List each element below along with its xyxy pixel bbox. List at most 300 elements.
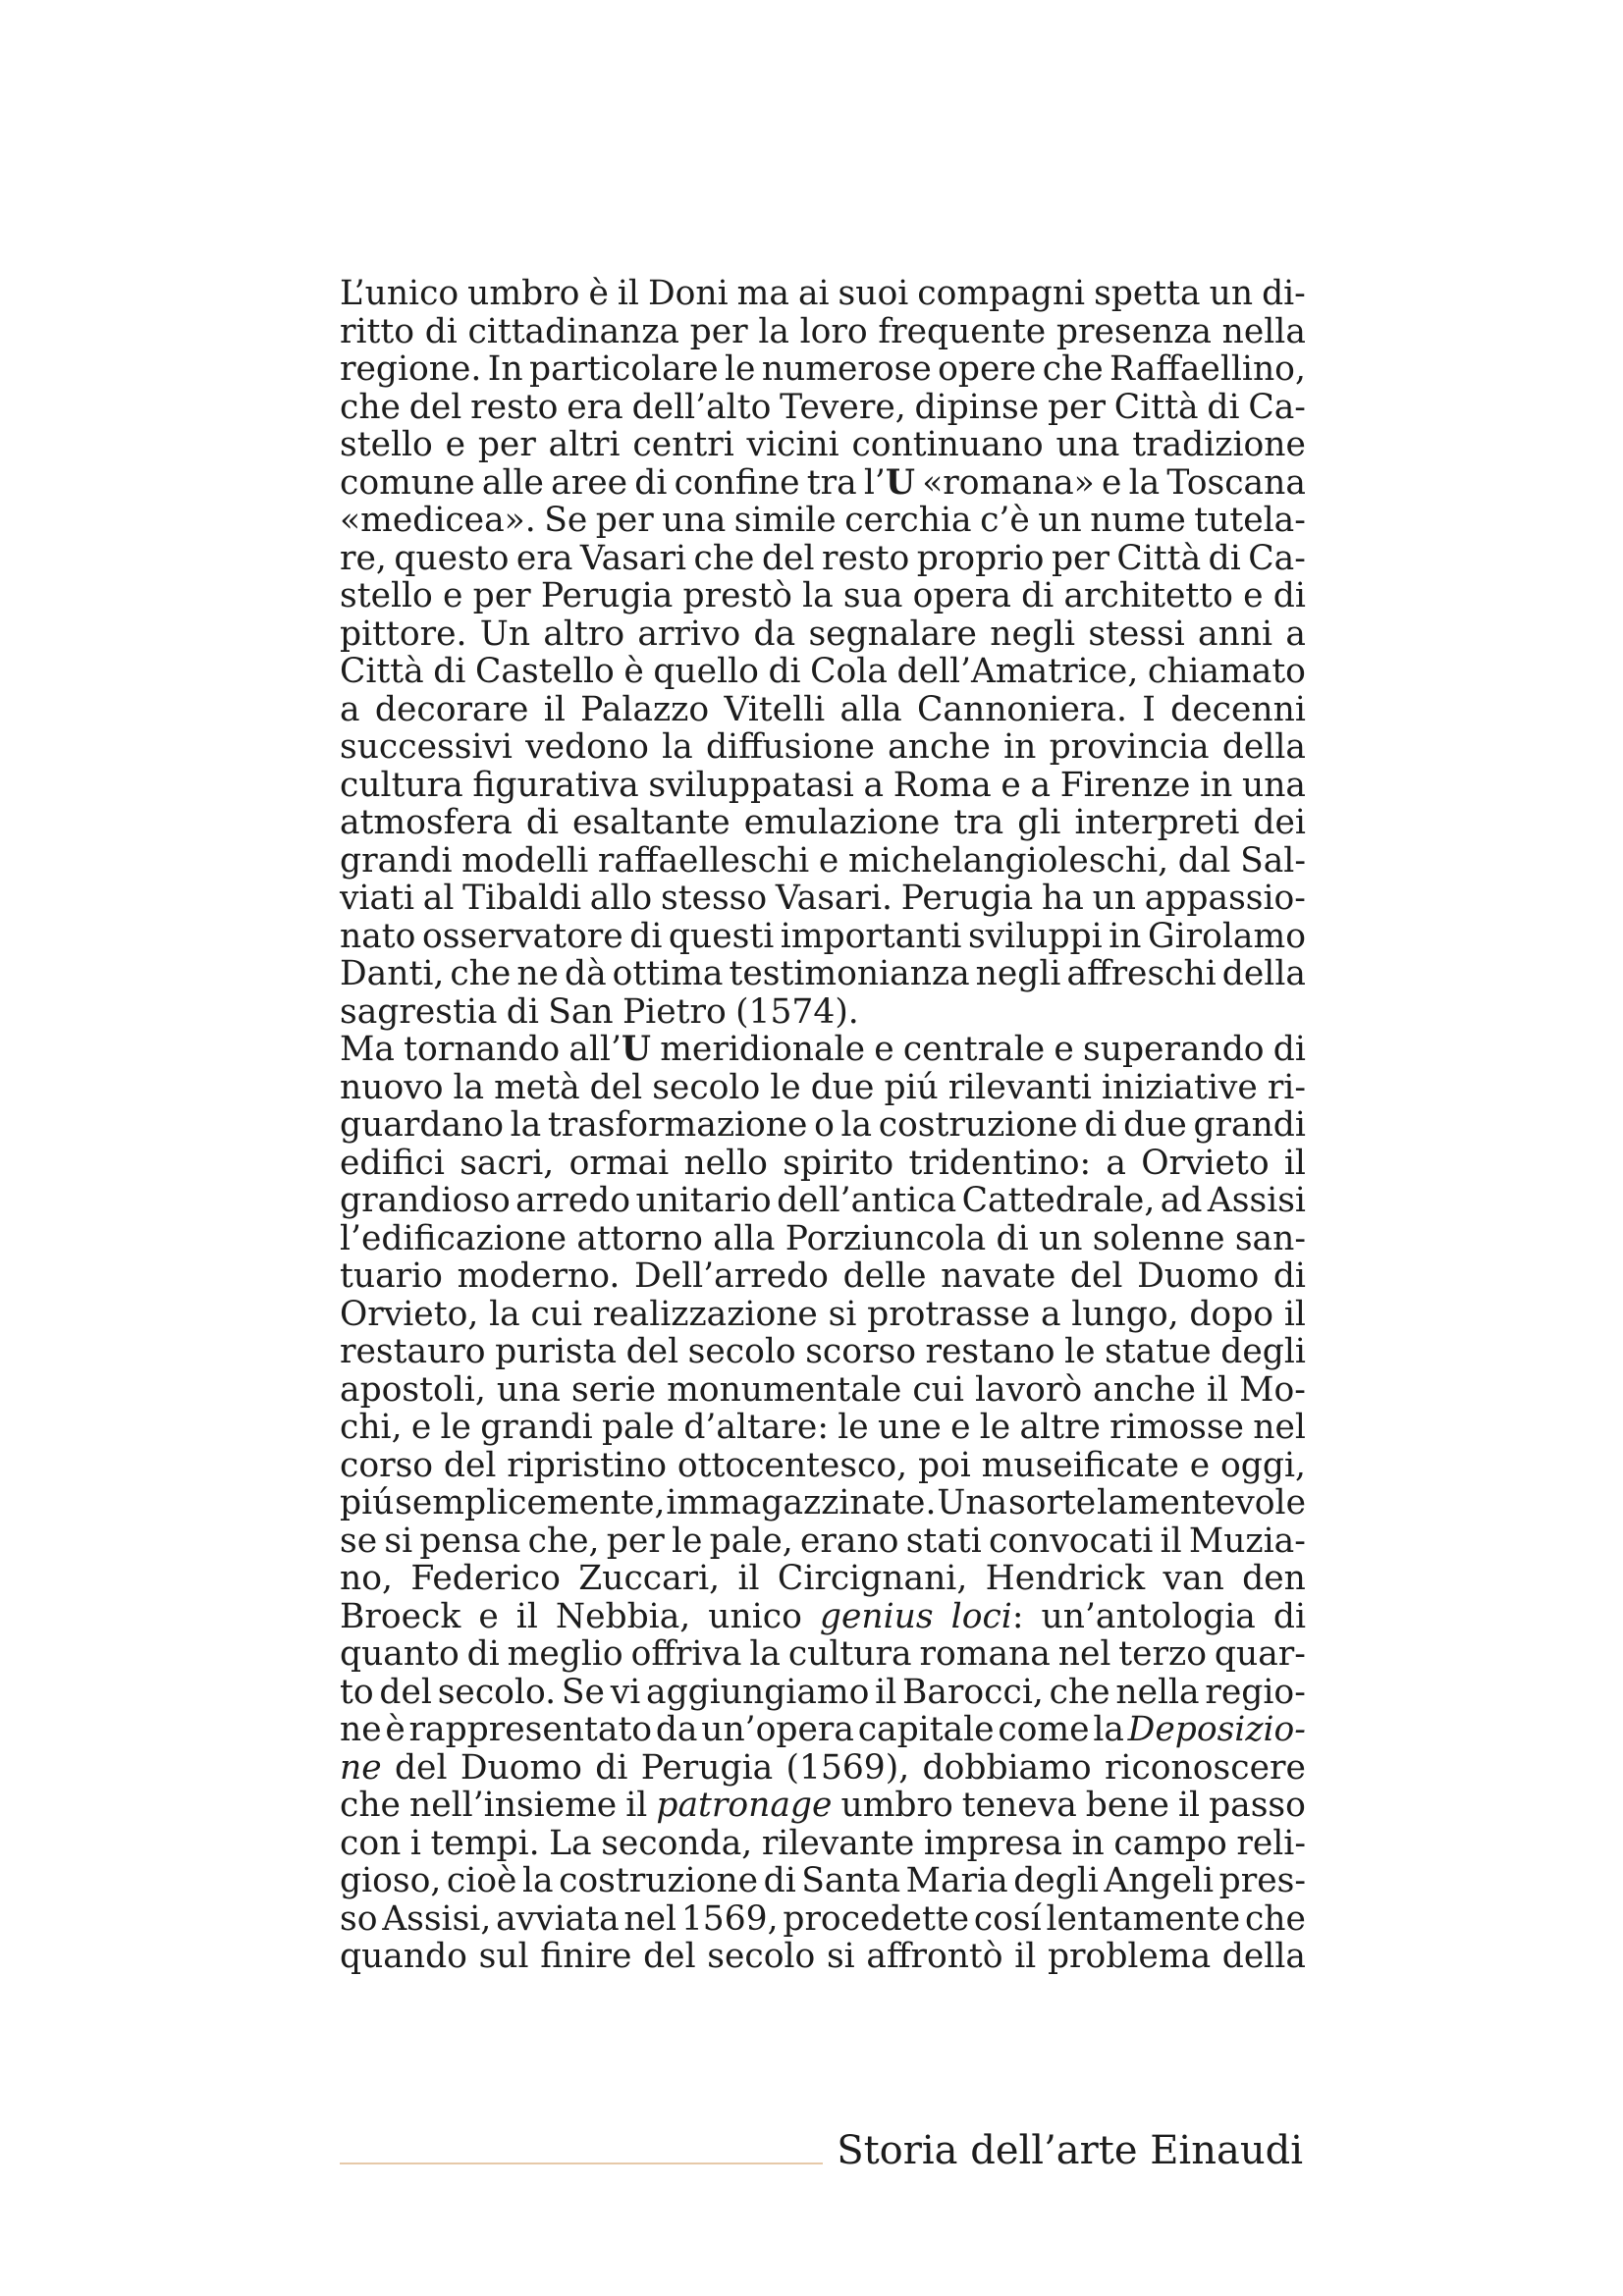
word: Muzia- — [1188, 1521, 1306, 1561]
word: umbro — [467, 274, 580, 313]
word: Pietro — [622, 991, 727, 1032]
word: figurativa — [472, 765, 639, 805]
word: romana — [919, 1634, 1051, 1674]
word: ottocentesco, — [676, 1445, 908, 1485]
word: tutela- — [1194, 501, 1306, 540]
text-line — [340, 1182, 1306, 1219]
word: lentamente — [1046, 1898, 1241, 1939]
word: Maria — [905, 1861, 1008, 1900]
word: ripristino — [507, 1445, 667, 1485]
word: Una — [937, 1483, 1008, 1522]
word: del — [1069, 1256, 1123, 1296]
word: prestò — [682, 576, 792, 615]
word: la — [1128, 462, 1161, 503]
word: scorso — [805, 1332, 916, 1371]
word: nello — [683, 1143, 768, 1183]
word: le — [838, 1408, 869, 1447]
text-line — [340, 1447, 1306, 1484]
word: per — [477, 425, 536, 464]
word: van — [1163, 1559, 1224, 1598]
word: Santa — [801, 1861, 901, 1900]
word: attorno — [576, 1218, 703, 1258]
word: che — [450, 954, 512, 993]
word: se — [340, 1521, 378, 1561]
word: a — [1030, 765, 1052, 805]
word: rilevanti — [947, 1067, 1092, 1107]
word: esaltante — [572, 803, 730, 842]
word: alla — [839, 689, 902, 729]
word: la — [510, 1105, 542, 1145]
word: un — [1038, 1218, 1083, 1258]
word: rappresentato — [408, 1710, 653, 1749]
word: in — [1109, 916, 1142, 956]
word: del — [589, 1067, 643, 1107]
word: il — [515, 1596, 538, 1636]
word: sua — [842, 576, 903, 615]
word: Perugia — [900, 879, 1034, 918]
word: Angeli — [1104, 1861, 1215, 1900]
word: monumentale — [667, 1369, 902, 1410]
word: chiamato — [1147, 652, 1306, 691]
word: Città — [1116, 538, 1202, 578]
word: si — [826, 1937, 855, 1976]
word: a — [1285, 614, 1306, 654]
word: umbro — [840, 1786, 953, 1825]
word: l’U — [863, 462, 915, 503]
word: Palazzo — [580, 689, 710, 729]
word: vi — [610, 1672, 641, 1712]
word: era — [567, 387, 623, 427]
word: questo — [394, 538, 510, 578]
word: le — [440, 1408, 471, 1447]
word: si — [384, 1521, 413, 1561]
word: Porziuncola — [784, 1218, 987, 1258]
word: a — [1106, 1143, 1126, 1183]
text-line — [340, 804, 1306, 841]
word: il — [1160, 1521, 1182, 1561]
text-line — [340, 880, 1306, 917]
word: Perugia — [540, 576, 674, 615]
word: il — [875, 1672, 897, 1712]
word: dell’antica — [777, 1181, 957, 1220]
word: tra — [953, 803, 1004, 842]
word: degli — [1220, 1332, 1306, 1371]
text-line — [340, 1031, 1306, 1068]
word: la — [1093, 1710, 1124, 1749]
word: michelangioleschi, — [847, 840, 1169, 881]
word: Un — [479, 614, 531, 654]
word: di — [1021, 576, 1055, 615]
word: tuario — [340, 1256, 443, 1296]
word: nel — [623, 1898, 677, 1939]
word: stello — [340, 425, 433, 464]
word: del — [443, 1445, 497, 1485]
word: sviluppi — [967, 916, 1103, 956]
word: tra — [806, 462, 857, 503]
word: e — [1101, 462, 1122, 503]
word: di — [466, 1634, 500, 1674]
word: serie — [570, 1369, 657, 1410]
word: so — [340, 1898, 378, 1939]
word: decenni — [1170, 689, 1306, 729]
word: architetto — [1063, 576, 1233, 615]
word: vedono — [525, 727, 649, 767]
word: il — [1177, 1786, 1201, 1825]
text-line — [340, 1787, 1306, 1824]
word: di — [1272, 1256, 1306, 1296]
word: all’U — [568, 1030, 652, 1069]
word: Se — [544, 501, 588, 540]
word: che — [1042, 349, 1104, 389]
word: negli — [990, 614, 1076, 654]
word: le — [1064, 1332, 1096, 1371]
text-line — [340, 1522, 1306, 1560]
word: una — [1055, 425, 1120, 464]
word: delle — [842, 1256, 927, 1296]
word: Zuccari, — [578, 1559, 721, 1598]
word: una — [496, 1369, 561, 1410]
word: convocati — [988, 1521, 1154, 1561]
word: di- — [1262, 274, 1306, 313]
word: tradizione — [1132, 425, 1306, 464]
word: cultura — [340, 765, 463, 805]
word: Cannoniera. — [917, 689, 1127, 729]
word: anche — [1093, 1369, 1196, 1410]
word: importanti — [780, 916, 962, 956]
word: al — [422, 879, 455, 918]
word: per — [595, 501, 654, 540]
word: protrasse — [867, 1294, 1031, 1334]
word: no, — [340, 1559, 393, 1598]
word: Roma — [893, 765, 992, 805]
word: piú — [340, 1483, 395, 1522]
word: Girolamo — [1148, 916, 1306, 956]
word: ne — [340, 1747, 382, 1788]
text-line — [340, 1674, 1306, 1711]
word: Ma — [340, 1030, 395, 1069]
word: navate — [941, 1256, 1056, 1296]
word: affrontò — [866, 1937, 1003, 1976]
word: di — [996, 1218, 1029, 1258]
footer-rule — [340, 2163, 823, 2164]
word: to — [340, 1672, 374, 1712]
word: per — [606, 1521, 665, 1561]
word: Duomo — [1137, 1256, 1260, 1296]
word: di — [1272, 1030, 1306, 1069]
word: per — [1047, 387, 1106, 427]
word: il — [1283, 1143, 1306, 1183]
word: San — [548, 991, 614, 1032]
word: nel — [1057, 1634, 1111, 1674]
word: del — [394, 1747, 448, 1788]
word: e — [445, 425, 466, 464]
word: poi — [917, 1445, 971, 1485]
word: di — [433, 652, 466, 691]
word: compagni — [917, 274, 1086, 313]
word: il — [1206, 1369, 1229, 1410]
word: museificate — [981, 1445, 1179, 1485]
word: viati — [340, 879, 414, 918]
word: le — [770, 1067, 801, 1107]
word: Castello — [474, 652, 615, 691]
word: guardano — [340, 1105, 505, 1145]
word: vicini — [746, 425, 839, 464]
footer-title: Storia dell’arte Einaudi — [837, 2128, 1303, 2173]
word: e — [1054, 1030, 1074, 1069]
word: e — [1243, 576, 1264, 615]
word: particolare — [528, 349, 719, 389]
word: un — [1209, 274, 1254, 313]
word: la — [489, 1294, 520, 1334]
text-line — [340, 767, 1306, 804]
word: il — [737, 1559, 760, 1598]
text-line — [340, 502, 1306, 539]
word: appassio- — [1144, 879, 1306, 918]
word: frequente — [878, 311, 1047, 351]
word: Perugia — [640, 1747, 774, 1788]
word: restano — [925, 1332, 1055, 1371]
word: e — [874, 1030, 894, 1069]
word: le — [671, 1521, 703, 1561]
word: la — [758, 311, 789, 351]
word: Hendrick — [985, 1559, 1146, 1598]
word: era — [515, 538, 573, 578]
word: campo — [1113, 1823, 1227, 1863]
text-line — [340, 1938, 1306, 1975]
text-line — [340, 993, 1306, 1031]
word: e — [950, 1408, 971, 1447]
word: dell’Amatrice, — [896, 652, 1139, 691]
word: affreschi — [1066, 954, 1217, 993]
word: edifici — [340, 1143, 445, 1183]
word: confine — [674, 462, 800, 503]
word: reli- — [1236, 1823, 1306, 1863]
word: di — [629, 916, 663, 956]
word: chi, — [340, 1408, 403, 1447]
word: Broeck — [340, 1596, 461, 1636]
text-line — [340, 1257, 1306, 1295]
word: secolo — [652, 1067, 761, 1107]
word: raffaelleschi — [597, 840, 810, 881]
word: Vitelli — [724, 689, 826, 729]
word: che — [693, 538, 755, 578]
word: gioso, — [340, 1861, 442, 1900]
word: si — [828, 1294, 857, 1334]
word: tridentino: — [908, 1143, 1092, 1183]
word: ma — [736, 274, 789, 313]
word: dell’alto — [631, 387, 772, 427]
word: pres- — [1218, 1861, 1306, 1900]
word: quello — [653, 652, 759, 691]
word: da — [753, 614, 796, 654]
word: d’altare: — [683, 1408, 829, 1447]
word: patronage — [656, 1786, 833, 1825]
text-line — [340, 1371, 1306, 1409]
word: è — [623, 652, 644, 691]
word: dei — [1253, 803, 1306, 842]
word: la — [749, 1634, 781, 1674]
word: statue — [1105, 1332, 1212, 1371]
word: alle — [481, 462, 544, 503]
word: altre — [1019, 1408, 1101, 1447]
word: I — [1142, 689, 1156, 729]
word: Se — [561, 1672, 605, 1712]
word: nel — [1253, 1408, 1306, 1447]
word: cui — [530, 1294, 583, 1334]
word: emulazione — [743, 803, 941, 842]
word: pale, — [709, 1521, 793, 1561]
word: (1574). — [735, 991, 859, 1032]
word: stati — [905, 1521, 982, 1561]
word: è — [588, 274, 609, 313]
word: metà — [494, 1067, 580, 1107]
word: iniziative — [1101, 1067, 1258, 1107]
word: il — [617, 274, 639, 313]
word: sagrestia — [340, 991, 498, 1032]
word: che, — [527, 1521, 600, 1561]
word: ne — [516, 954, 559, 993]
word: del — [761, 538, 815, 578]
text-line — [340, 1296, 1306, 1333]
word: simile — [733, 501, 837, 540]
text-line — [340, 653, 1306, 690]
word: Raffaellino, — [1109, 349, 1306, 389]
text-line — [340, 1069, 1306, 1106]
word: che — [1244, 1898, 1306, 1939]
word: e — [478, 1596, 499, 1636]
word: cui — [912, 1369, 964, 1410]
word: c’è — [980, 501, 1030, 540]
text-line — [340, 1106, 1306, 1144]
word: cioè — [446, 1861, 517, 1900]
word: del — [643, 1937, 696, 1976]
word: nato — [340, 916, 416, 956]
text-line — [340, 1409, 1306, 1446]
word: il — [1283, 1294, 1306, 1334]
text-line — [340, 1749, 1306, 1787]
word: per — [689, 311, 748, 351]
word: e — [1001, 765, 1021, 805]
word: stello — [340, 576, 433, 615]
word: il — [1014, 1937, 1037, 1976]
word: modelli — [461, 840, 589, 881]
word: ri- — [1267, 1067, 1306, 1107]
word: in — [1200, 765, 1233, 805]
word: in — [1003, 727, 1037, 767]
text-line — [340, 540, 1306, 577]
word: la — [802, 576, 834, 615]
word: spetta — [1094, 274, 1201, 313]
word: corso — [340, 1445, 434, 1485]
word: di — [1272, 1596, 1306, 1636]
text-line — [340, 842, 1306, 880]
word: con — [340, 1823, 402, 1863]
word: semplicemente, — [395, 1483, 666, 1522]
word: regione. — [340, 349, 482, 389]
word: Cola — [810, 652, 888, 691]
word: quar- — [1214, 1634, 1306, 1674]
word: loci: — [950, 1596, 1024, 1636]
word: Orvieto, — [340, 1294, 479, 1334]
word: questi — [668, 916, 775, 956]
text-line — [340, 1333, 1306, 1370]
word: pensa — [419, 1521, 521, 1561]
word: Tevere, — [780, 387, 906, 427]
word: lavorò — [974, 1369, 1083, 1410]
word: decorare — [374, 689, 529, 729]
word: Cattedrale, — [961, 1181, 1156, 1220]
text-line — [340, 1711, 1306, 1748]
word: passo — [1209, 1786, 1306, 1825]
word: stesso — [660, 879, 768, 918]
word: Tibaldi — [462, 879, 581, 918]
word: aggiungiamo — [646, 1672, 870, 1712]
word: la — [662, 727, 693, 767]
word: unico — [708, 1596, 802, 1636]
word: secolo — [707, 1937, 816, 1976]
word: ritto — [340, 311, 415, 351]
word: pittore. — [340, 614, 467, 654]
word: apostoli, — [340, 1369, 486, 1410]
word: dipinse — [914, 387, 1040, 427]
word: di — [1272, 576, 1306, 615]
word: Federico — [410, 1559, 561, 1598]
word: nume — [1090, 501, 1186, 540]
word: arrivo — [637, 614, 741, 654]
word: di — [1207, 387, 1240, 427]
word: dà — [564, 954, 607, 993]
word: a — [863, 765, 885, 805]
word: altro — [543, 614, 625, 654]
word: problema — [1047, 1937, 1212, 1976]
word: e — [410, 1408, 432, 1447]
word: impresa — [923, 1823, 1062, 1863]
word: cultura — [787, 1634, 912, 1674]
word: anni — [1198, 614, 1273, 654]
word: L’unico — [340, 274, 460, 313]
word: Città — [340, 652, 424, 691]
word: Nebbia, — [555, 1596, 691, 1636]
word: cittadinanza — [467, 311, 679, 351]
word: Orvieto — [1141, 1143, 1270, 1183]
word: come — [998, 1710, 1090, 1749]
word: ne — [340, 1710, 382, 1749]
word: di — [1084, 1105, 1117, 1145]
text-line — [340, 918, 1306, 955]
text-line — [340, 1145, 1306, 1182]
word: Circignani, — [777, 1559, 968, 1598]
word: due — [1123, 1105, 1187, 1145]
word: spirito — [783, 1143, 894, 1183]
word: di — [595, 1747, 628, 1788]
word: costruzione — [878, 1105, 1078, 1145]
word: che — [1049, 1672, 1110, 1712]
word: altri — [548, 425, 621, 464]
word: Mo- — [1239, 1369, 1306, 1410]
word: centrale — [902, 1030, 1046, 1069]
word: Doni — [647, 274, 729, 313]
word: regio- — [1205, 1672, 1306, 1712]
word: centri — [632, 425, 734, 464]
word: un — [1092, 879, 1137, 918]
word: di — [424, 311, 458, 351]
word: Deposizio- — [1127, 1710, 1306, 1749]
text-line — [340, 1484, 1306, 1522]
word: ottima — [612, 954, 724, 993]
word: proprio — [916, 538, 1045, 578]
word: In — [487, 349, 523, 389]
word: il — [625, 1786, 648, 1825]
